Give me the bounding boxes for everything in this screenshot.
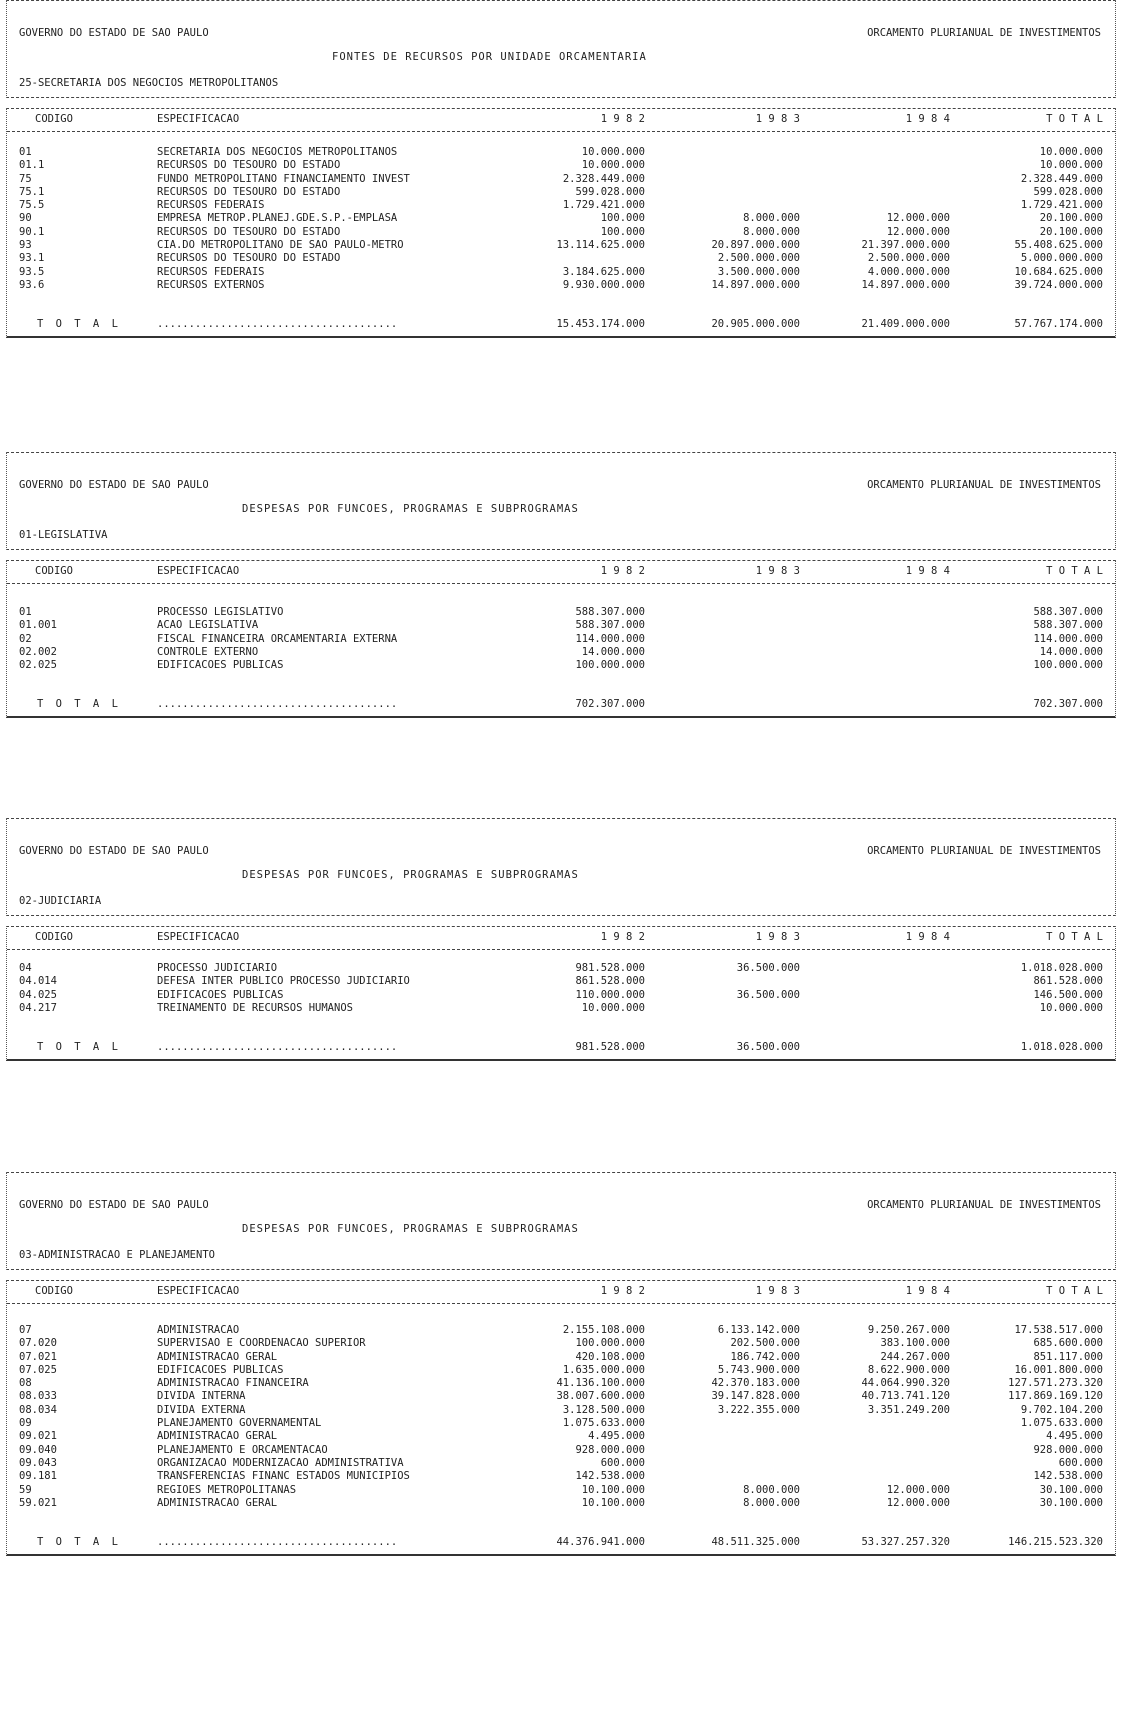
code: 07.021 [19, 1350, 57, 1363]
value-1983: 39.147.828.000 [711, 1390, 800, 1403]
table-row [7, 146, 1115, 159]
specification: PROCESSO JUDICIARIO [157, 962, 278, 974]
code: 01 [19, 606, 32, 618]
total-value: 48.511.325.000 [711, 1536, 800, 1549]
report-header [6, 0, 1116, 98]
value-total: 600.000 [1058, 1456, 1103, 1469]
value-1982: 10.000.000 [581, 146, 645, 158]
column-header: 1 9 8 3 [755, 565, 800, 577]
data-table [6, 108, 1116, 338]
code: 59 [19, 1483, 32, 1496]
total-value: 702.307.000 [575, 698, 645, 711]
specification: ADMINISTRACAO GERAL [157, 1350, 278, 1363]
value-1982: 1.075.633.000 [562, 1417, 645, 1430]
code: 07.025 [19, 1363, 57, 1376]
value-total: 861.528.000 [1033, 975, 1103, 988]
value-1982: 599.028.000 [575, 185, 645, 198]
value-total: 127.571.273.320 [1008, 1377, 1103, 1390]
value-total: 685.600.000 [1033, 1337, 1103, 1350]
value-1982: 588.307.000 [575, 606, 645, 618]
table-row [7, 962, 1115, 975]
table-row [7, 1417, 1115, 1430]
table-row [7, 1324, 1115, 1337]
report-section [6, 452, 1116, 718]
total-value: 981.528.000 [575, 1041, 645, 1054]
code: 04.217 [19, 1001, 57, 1014]
table-row [7, 1002, 1115, 1015]
column-header: CODIGO [35, 565, 73, 577]
specification: EDIFICACOES PUBLICAS [157, 1363, 284, 1376]
table-row [7, 646, 1115, 659]
code: 01.1 [19, 159, 45, 172]
code: 09.043 [19, 1456, 57, 1469]
report-subtitle: DESPESAS POR FUNCOES, PROGRAMAS E SUBPROGRAMAS [242, 869, 579, 881]
value-1983: 8.000.000 [743, 1483, 800, 1496]
value-1982: 928.000.000 [575, 1443, 645, 1456]
table-row [7, 619, 1115, 632]
table-row [7, 239, 1115, 252]
value-1982: 38.007.600.000 [556, 1390, 645, 1403]
value-1983: 6.133.142.000 [717, 1324, 800, 1336]
column-header: 1 9 8 3 [755, 1285, 800, 1297]
column-header: ESPECIFICACAO [157, 1285, 240, 1297]
specification: PLANEJAMENTO GOVERNAMENTAL [157, 1417, 322, 1430]
value-1983: 8.000.000 [743, 212, 800, 225]
column-header: CODIGO [35, 1285, 73, 1297]
specification: ORGANIZACAO MODERNIZACAO ADMINISTRATIVA [157, 1456, 404, 1469]
value-1982: 600.000 [600, 1456, 645, 1469]
value-total: 30.100.000 [1039, 1483, 1103, 1496]
leader-dots: ...................................... [157, 1041, 398, 1054]
value-total: 588.307.000 [1033, 606, 1103, 618]
value-1982: 420.108.000 [575, 1350, 645, 1363]
table-row [7, 1484, 1115, 1497]
value-total: 39.724.000.000 [1014, 278, 1103, 291]
report-name: ORCAMENTO PLURIANUAL DE INVESTIMENTOS [867, 479, 1101, 491]
value-1982: 2.155.108.000 [562, 1324, 645, 1336]
specification: RECURSOS DO TESOURO DO ESTADO [157, 225, 341, 238]
total-label: T O T A L [37, 698, 121, 711]
specification: RECURSOS FEDERAIS [157, 265, 265, 278]
government-name: GOVERNO DO ESTADO DE SAO PAULO [19, 479, 209, 491]
value-1982: 981.528.000 [575, 962, 645, 974]
value-1983: 14.897.000.000 [711, 278, 800, 291]
column-header: 1 9 8 2 [600, 113, 645, 125]
value-1982: 110.000.000 [575, 988, 645, 1001]
specification: RECURSOS EXTERNOS [157, 278, 265, 291]
specification: PLANEJAMENTO E ORCAMENTACAO [157, 1443, 328, 1456]
value-1982: 100.000.000 [575, 659, 645, 672]
table-row [7, 212, 1115, 225]
code: 04.025 [19, 988, 57, 1001]
column-header: T O T A L [1046, 1285, 1103, 1297]
code: 04 [19, 962, 32, 974]
table-row [7, 1430, 1115, 1443]
column-header: 1 9 8 4 [905, 1285, 950, 1297]
report-section [6, 1172, 1116, 1556]
column-header: 1 9 8 2 [600, 565, 645, 577]
total-value: 57.767.174.000 [1014, 318, 1103, 331]
code: 93 [19, 239, 32, 252]
code: 93.6 [19, 278, 45, 291]
total-value: 702.307.000 [1033, 698, 1103, 711]
value-1983: 3.222.355.000 [717, 1403, 800, 1416]
specification: ADMINISTRACAO FINANCEIRA [157, 1377, 309, 1390]
value-total: 114.000.000 [1033, 632, 1103, 645]
code: 07 [19, 1324, 32, 1336]
column-header: T O T A L [1046, 113, 1103, 125]
specification: CIA.DO METROPOLITANO DE SAO PAULO-METRO [157, 239, 404, 252]
specification: CONTROLE EXTERNO [157, 645, 259, 658]
value-1982: 10.100.000 [581, 1483, 645, 1496]
table-header [7, 1281, 1115, 1304]
table-row [7, 226, 1115, 239]
specification: ADMINISTRACAO [157, 1324, 240, 1336]
government-name: GOVERNO DO ESTADO DE SAO PAULO [19, 1199, 209, 1211]
column-header: 1 9 8 4 [905, 931, 950, 943]
table-row [7, 252, 1115, 265]
code: 02.002 [19, 645, 57, 658]
report-header [6, 818, 1116, 916]
specification: RECURSOS DO TESOURO DO ESTADO [157, 252, 341, 265]
value-total: 10.000.000 [1039, 159, 1103, 172]
specification: DIVIDA INTERNA [157, 1390, 246, 1403]
value-1983: 36.500.000 [736, 988, 800, 1001]
column-header: ESPECIFICACAO [157, 113, 240, 125]
value-total: 17.538.517.000 [1014, 1324, 1103, 1336]
value-1982: 861.528.000 [575, 975, 645, 988]
value-1983: 36.500.000 [736, 962, 800, 974]
value-1982: 10.000.000 [581, 1001, 645, 1014]
code: 08.034 [19, 1403, 57, 1416]
specification: SECRETARIA DOS NEGOCIOS METROPOLITANOS [157, 146, 398, 158]
table-row [7, 199, 1115, 212]
value-total: 5.000.000.000 [1020, 252, 1103, 265]
table-row [7, 1337, 1115, 1350]
value-total: 20.100.000 [1039, 225, 1103, 238]
value-1984: 383.100.000 [880, 1337, 950, 1350]
table-row [7, 159, 1115, 172]
value-1982: 2.328.449.000 [562, 172, 645, 185]
code: 07.020 [19, 1337, 57, 1350]
value-total: 10.000.000 [1039, 1001, 1103, 1014]
code: 75 [19, 172, 32, 185]
value-1984: 12.000.000 [886, 212, 950, 225]
specification: DEFESA INTER PUBLICO PROCESSO JUDICIARIO [157, 975, 410, 988]
table-row [7, 975, 1115, 988]
column-header: CODIGO [35, 931, 73, 943]
value-1984: 3.351.249.200 [867, 1403, 950, 1416]
value-total: 599.028.000 [1033, 185, 1103, 198]
value-1983: 2.500.000.000 [717, 252, 800, 265]
column-header: ESPECIFICACAO [157, 931, 240, 943]
total-row [7, 690, 1115, 716]
code: 93.5 [19, 265, 45, 278]
specification: DIVIDA EXTERNA [157, 1403, 246, 1416]
table-row [7, 279, 1115, 292]
specification: ADMINISTRACAO GERAL [157, 1496, 278, 1509]
code: 75.1 [19, 185, 45, 198]
code: 09 [19, 1417, 32, 1430]
value-1983: 8.000.000 [743, 1496, 800, 1509]
table-row [7, 1404, 1115, 1417]
report-subtitle: DESPESAS POR FUNCOES, PROGRAMAS E SUBPROGRAMAS [242, 503, 579, 515]
value-1982: 1.729.421.000 [562, 199, 645, 212]
total-row [7, 310, 1115, 336]
total-value: 21.409.000.000 [861, 318, 950, 331]
code: 90 [19, 212, 32, 225]
table-row [7, 633, 1115, 646]
value-1982: 100.000.000 [575, 1337, 645, 1350]
government-name: GOVERNO DO ESTADO DE SAO PAULO [19, 845, 209, 857]
code: 09.021 [19, 1430, 57, 1443]
report-subtitle: FONTES DE RECURSOS POR UNIDADE ORCAMENTARIA [332, 51, 647, 63]
value-1984: 2.500.000.000 [867, 252, 950, 265]
value-1982: 3.184.625.000 [562, 265, 645, 278]
value-1983: 5.743.900.000 [717, 1363, 800, 1376]
value-total: 1.018.028.000 [1020, 962, 1103, 974]
value-total: 2.328.449.000 [1020, 172, 1103, 185]
value-1982: 13.114.625.000 [556, 239, 645, 252]
value-1982: 1.635.000.000 [562, 1363, 645, 1376]
table-row [7, 1444, 1115, 1457]
total-value: 20.905.000.000 [711, 318, 800, 331]
value-1983: 186.742.000 [730, 1350, 800, 1363]
value-total: 30.100.000 [1039, 1496, 1103, 1509]
column-header: T O T A L [1046, 565, 1103, 577]
specification: FUNDO METROPOLITANO FINANCIAMENTO INVEST [157, 172, 410, 185]
column-header: 1 9 8 2 [600, 1285, 645, 1297]
total-value: 53.327.257.320 [861, 1536, 950, 1549]
data-table [6, 560, 1116, 718]
table-row [7, 173, 1115, 186]
total-value: 15.453.174.000 [556, 318, 645, 331]
code: 04.014 [19, 975, 57, 988]
table-row [7, 606, 1115, 619]
value-total: 9.702.104.200 [1020, 1403, 1103, 1416]
table-row [7, 1457, 1115, 1470]
code: 08.033 [19, 1390, 57, 1403]
value-1984: 12.000.000 [886, 1496, 950, 1509]
data-table [6, 1280, 1116, 1556]
report-name: ORCAMENTO PLURIANUAL DE INVESTIMENTOS [867, 1199, 1101, 1211]
value-1984: 40.713.741.120 [861, 1390, 950, 1403]
value-1982: 3.128.500.000 [562, 1403, 645, 1416]
column-header: 1 9 8 4 [905, 113, 950, 125]
value-1984: 4.000.000.000 [867, 265, 950, 278]
total-value: 1.018.028.000 [1020, 1041, 1103, 1054]
value-total: 1.729.421.000 [1020, 199, 1103, 212]
code: 09.181 [19, 1470, 57, 1483]
data-table [6, 926, 1116, 1061]
value-total: 117.869.169.120 [1008, 1390, 1103, 1403]
value-total: 1.075.633.000 [1020, 1417, 1103, 1430]
value-1982: 14.000.000 [581, 645, 645, 658]
specification: TRANSFERENCIAS FINANC ESTADOS MUNICIPIOS [157, 1470, 410, 1483]
specification: SUPERVISAO E COORDENACAO SUPERIOR [157, 1337, 366, 1350]
value-1982: 100.000 [600, 225, 645, 238]
column-header: ESPECIFICACAO [157, 565, 240, 577]
specification: ACAO LEGISLATIVA [157, 619, 259, 632]
value-1982: 100.000 [600, 212, 645, 225]
value-total: 928.000.000 [1033, 1443, 1103, 1456]
report-header [6, 1172, 1116, 1270]
value-total: 4.495.000 [1046, 1430, 1103, 1443]
table-row [7, 186, 1115, 199]
unit-title: 01-LEGISLATIVA [19, 529, 108, 541]
leader-dots: ...................................... [157, 318, 398, 331]
value-total: 10.684.625.000 [1014, 265, 1103, 278]
value-1984: 12.000.000 [886, 1483, 950, 1496]
government-name: GOVERNO DO ESTADO DE SAO PAULO [19, 27, 209, 39]
specification: RECURSOS FEDERAIS [157, 199, 265, 212]
code: 93.1 [19, 252, 45, 265]
total-value: 44.376.941.000 [556, 1536, 645, 1549]
code: 01 [19, 146, 32, 158]
code: 90.1 [19, 225, 45, 238]
value-1983: 3.500.000.000 [717, 265, 800, 278]
code: 02 [19, 632, 32, 645]
specification: EMPRESA METROP.PLANEJ.GDE.S.P.-EMPLASA [157, 212, 398, 225]
specification: EDIFICACOES PUBLICAS [157, 659, 284, 672]
table-row [7, 659, 1115, 672]
table-row [7, 1470, 1115, 1483]
value-1982: 10.000.000 [581, 159, 645, 172]
unit-title: 03-ADMINISTRACAO E PLANEJAMENTO [19, 1249, 215, 1261]
column-header: 1 9 8 3 [755, 931, 800, 943]
value-1982: 142.538.000 [575, 1470, 645, 1483]
value-total: 100.000.000 [1033, 659, 1103, 672]
specification: REGIOES METROPOLITANAS [157, 1483, 297, 1496]
table-row [7, 1390, 1115, 1403]
total-label: T O T A L [37, 318, 121, 331]
value-1982: 114.000.000 [575, 632, 645, 645]
value-1983: 8.000.000 [743, 225, 800, 238]
table-row [7, 266, 1115, 279]
value-1984: 44.064.990.320 [861, 1377, 950, 1390]
value-total: 14.000.000 [1039, 645, 1103, 658]
value-1984: 21.397.000.000 [861, 239, 950, 252]
value-1982: 41.136.100.000 [556, 1377, 645, 1390]
report-name: ORCAMENTO PLURIANUAL DE INVESTIMENTOS [867, 27, 1101, 39]
value-total: 146.500.000 [1033, 988, 1103, 1001]
leader-dots: ...................................... [157, 698, 398, 711]
table-header [7, 109, 1115, 132]
total-row [7, 1528, 1115, 1554]
value-total: 20.100.000 [1039, 212, 1103, 225]
code: 01.001 [19, 619, 57, 632]
value-1982: 10.100.000 [581, 1496, 645, 1509]
value-1984: 14.897.000.000 [861, 278, 950, 291]
table-header [7, 927, 1115, 950]
unit-title: 02-JUDICIARIA [19, 895, 102, 907]
specification: RECURSOS DO TESOURO DO ESTADO [157, 185, 341, 198]
value-1984: 244.267.000 [880, 1350, 950, 1363]
column-header: CODIGO [35, 113, 73, 125]
column-header: 1 9 8 4 [905, 565, 950, 577]
specification: RECURSOS DO TESOURO DO ESTADO [157, 159, 341, 172]
code: 08 [19, 1377, 32, 1390]
column-header: 1 9 8 3 [755, 113, 800, 125]
total-value: 146.215.523.320 [1008, 1536, 1103, 1549]
leader-dots: ...................................... [157, 1536, 398, 1549]
value-total: 142.538.000 [1033, 1470, 1103, 1483]
report-section [6, 0, 1116, 338]
specification: TREINAMENTO DE RECURSOS HUMANOS [157, 1001, 353, 1014]
value-1984: 8.622.900.000 [867, 1363, 950, 1376]
code: 75.5 [19, 199, 45, 212]
table-row [7, 1497, 1115, 1510]
value-total: 55.408.625.000 [1014, 239, 1103, 252]
table-header [7, 561, 1115, 584]
value-1982: 588.307.000 [575, 619, 645, 632]
specification: ADMINISTRACAO GERAL [157, 1430, 278, 1443]
report-name: ORCAMENTO PLURIANUAL DE INVESTIMENTOS [867, 845, 1101, 857]
value-1983: 20.897.000.000 [711, 239, 800, 252]
value-total: 851.117.000 [1033, 1350, 1103, 1363]
report-subtitle: DESPESAS POR FUNCOES, PROGRAMAS E SUBPROGRAMAS [242, 1223, 579, 1235]
specification: EDIFICACOES PUBLICAS [157, 988, 284, 1001]
table-row [7, 1351, 1115, 1364]
total-value: 36.500.000 [736, 1041, 800, 1054]
total-row [7, 1033, 1115, 1059]
table-row [7, 989, 1115, 1002]
value-1983: 202.500.000 [730, 1337, 800, 1350]
table-row [7, 1377, 1115, 1390]
column-header: 1 9 8 2 [600, 931, 645, 943]
unit-title: 25-SECRETARIA DOS NEGOCIOS METROPOLITANOS [19, 77, 279, 89]
report-section [6, 818, 1116, 1061]
value-1982: 4.495.000 [588, 1430, 645, 1443]
specification: FISCAL FINANCEIRA ORCAMENTARIA EXTERNA [157, 632, 398, 645]
report-header [6, 452, 1116, 550]
code: 59.021 [19, 1496, 57, 1509]
code: 09.040 [19, 1443, 57, 1456]
table-row [7, 1364, 1115, 1377]
value-total: 588.307.000 [1033, 619, 1103, 632]
value-1984: 12.000.000 [886, 225, 950, 238]
total-label: T O T A L [37, 1041, 121, 1054]
code: 02.025 [19, 659, 57, 672]
specification: PROCESSO LEGISLATIVO [157, 606, 284, 618]
value-1983: 42.370.183.000 [711, 1377, 800, 1390]
column-header: T O T A L [1046, 931, 1103, 943]
total-label: T O T A L [37, 1536, 121, 1549]
value-1984: 9.250.267.000 [867, 1324, 950, 1336]
value-1982: 9.930.000.000 [562, 278, 645, 291]
value-total: 16.001.800.000 [1014, 1363, 1103, 1376]
value-total: 10.000.000 [1039, 146, 1103, 158]
